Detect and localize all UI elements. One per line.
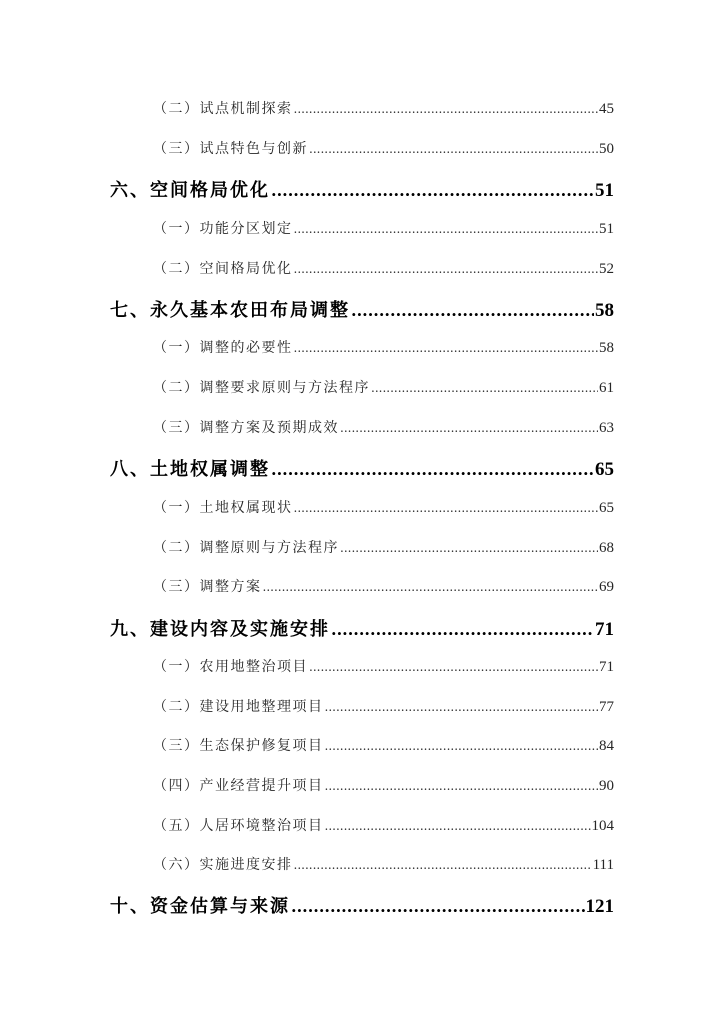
toc-entry[interactable] (153, 497, 614, 517)
toc-entry-page: 51 (599, 221, 614, 237)
toc-entry-page: 90 (599, 778, 614, 794)
toc-dot-leader (325, 700, 599, 714)
toc-entry[interactable] (153, 98, 614, 118)
toc-dot-leader (271, 181, 594, 200)
toc-dot-leader (309, 660, 598, 674)
toc-entry-title: （一）土地权属现状 (153, 500, 293, 516)
toc-entry-page: 84 (599, 738, 614, 754)
toc-entry-page: 58 (599, 340, 614, 356)
toc-dot-leader (294, 341, 599, 355)
toc-entry[interactable] (153, 576, 614, 596)
toc-entry[interactable] (153, 337, 614, 357)
toc-entry-page: 104 (591, 818, 614, 834)
toc-entry-title: （二）调整原则与方法程序 (153, 540, 339, 556)
toc-chapter-title: 九、建设内容及实施安排 (110, 619, 330, 640)
toc-dot-leader (340, 541, 598, 555)
toc-entry-page: 61 (599, 380, 614, 396)
toc-entry[interactable] (153, 218, 614, 238)
toc-entry[interactable] (153, 537, 614, 557)
toc-entry-page: 52 (599, 261, 614, 277)
toc-dot-leader (294, 102, 599, 116)
toc-dot-leader (351, 301, 594, 320)
toc-dot-leader (291, 897, 585, 916)
toc-dot-leader (294, 262, 599, 276)
toc-chapter-page: 121 (585, 896, 614, 917)
toc-entry-title: （三）生态保护修复项目 (153, 738, 324, 754)
toc-entry[interactable] (153, 735, 614, 755)
toc-entry[interactable] (153, 417, 614, 437)
toc-entry[interactable] (153, 815, 614, 835)
toc-chapter-title: 十、资金估算与来源 (110, 896, 290, 917)
toc-dot-leader (331, 620, 594, 639)
toc-entry[interactable] (153, 258, 614, 278)
toc-entry-title: （一）功能分区划定 (153, 221, 293, 237)
toc-dot-leader (271, 460, 594, 479)
toc-entry-title: （二）调整要求原则与方法程序 (153, 380, 370, 396)
toc-chapter-title: 七、永久基本农田布局调整 (110, 300, 350, 321)
toc-entry-page: 65 (599, 500, 614, 516)
toc-dot-leader (294, 222, 599, 236)
toc-entry[interactable] (153, 377, 614, 397)
toc-dot-leader (325, 779, 599, 793)
toc-entry-title: （一）调整的必要性 (153, 340, 293, 356)
toc-dot-leader (340, 421, 598, 435)
toc-chapter-entry[interactable] (110, 615, 614, 641)
toc-entry-title: （五）人居环境整治项目 (153, 818, 324, 834)
toc-dot-leader (294, 501, 599, 515)
toc-entry-page: 45 (599, 101, 614, 117)
toc-entry-title: （三）试点特色与创新 (153, 141, 308, 157)
toc-chapter-entry[interactable] (110, 296, 614, 322)
toc-dot-leader (263, 580, 599, 594)
toc-dot-leader (325, 739, 599, 753)
toc-entry[interactable] (153, 138, 614, 158)
toc-chapter-page: 58 (595, 300, 614, 321)
toc-entry-title: （三）调整方案及预期成效 (153, 420, 339, 436)
toc-chapter-title: 六、空间格局优化 (110, 180, 270, 201)
toc-entry[interactable] (153, 854, 614, 874)
toc-entry-title: （二）空间格局优化 (153, 261, 293, 277)
toc-chapter-title: 八、土地权属调整 (110, 459, 270, 480)
toc-entry-page: 111 (592, 857, 614, 873)
toc-entry-title: （三）调整方案 (153, 579, 262, 595)
toc-entry-page: 69 (599, 579, 614, 595)
toc-entry-title: （六）实施进度安排 (153, 857, 293, 873)
toc-chapter-entry[interactable] (110, 892, 614, 918)
toc-entry-page: 63 (599, 420, 614, 436)
toc-entry-title: （二）试点机制探索 (153, 101, 293, 117)
toc-entry-title: （四）产业经营提升项目 (153, 778, 324, 794)
toc-chapter-page: 65 (595, 459, 614, 480)
toc-entry[interactable] (153, 775, 614, 795)
toc-dot-leader (325, 819, 591, 833)
toc-entry-page: 50 (599, 141, 614, 157)
toc-chapter-page: 71 (595, 619, 614, 640)
toc-entry[interactable] (153, 656, 614, 676)
toc-dot-leader (371, 381, 598, 395)
toc-entry-page: 77 (599, 699, 614, 715)
toc-entry[interactable] (153, 696, 614, 716)
toc-chapter-page: 51 (595, 180, 614, 201)
toc-entry-title: （二）建设用地整理项目 (153, 699, 324, 715)
toc-entry-page: 71 (599, 659, 614, 675)
toc-dot-leader (309, 142, 598, 156)
toc-entry-title: （一）农用地整治项目 (153, 659, 308, 675)
toc-chapter-entry[interactable] (110, 455, 614, 481)
toc-dot-leader (294, 858, 592, 872)
toc-entry-page: 68 (599, 540, 614, 556)
toc-chapter-entry[interactable] (110, 176, 614, 202)
